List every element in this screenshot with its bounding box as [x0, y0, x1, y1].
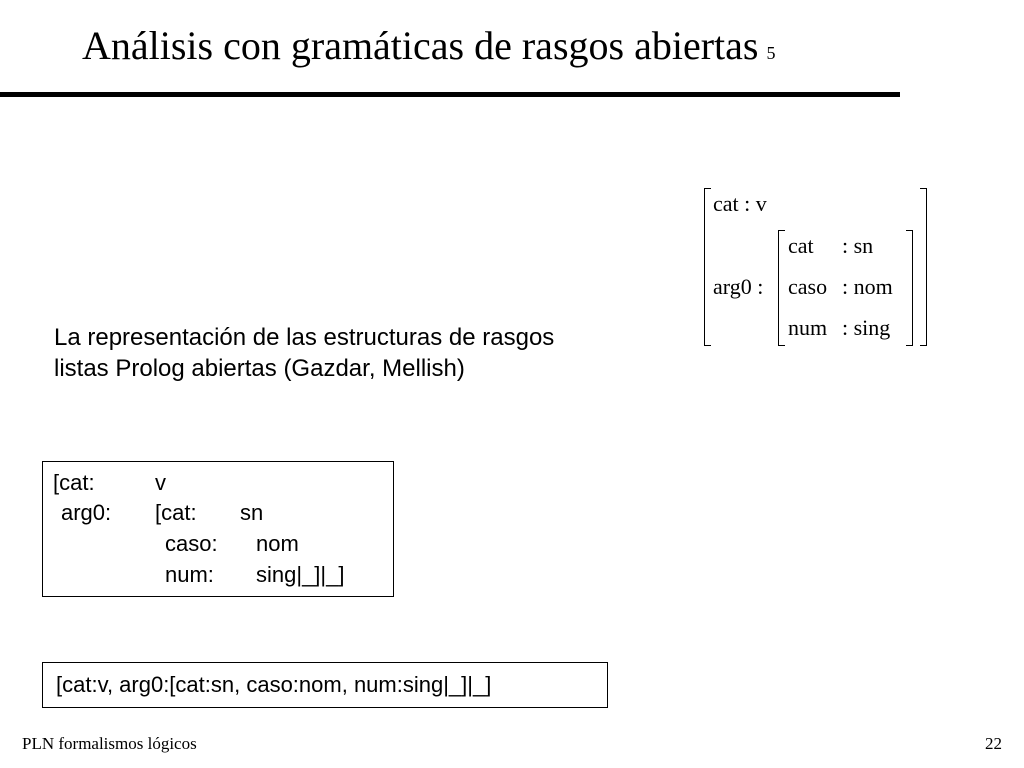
- inner-right-bracket: [906, 230, 913, 346]
- prolog-token: num:: [165, 562, 214, 587]
- prolog-token: sn: [240, 500, 264, 525]
- prolog-token: caso:: [165, 531, 218, 556]
- avm-inner-value: : sn: [842, 233, 874, 258]
- avm-arg0-label: arg0 :: [713, 274, 764, 299]
- title-text: Análisis con gramáticas de rasgos abiertas: [82, 23, 759, 68]
- page-number: 22: [985, 734, 1002, 753]
- avm-cat-v: cat : v: [713, 191, 767, 216]
- avm-inner-feature: num: [788, 315, 828, 340]
- outer-right-bracket: [920, 188, 927, 346]
- inner-left-bracket: [778, 230, 785, 346]
- title-underline: [0, 92, 900, 97]
- prolog-token: nom: [256, 531, 299, 556]
- prolog-list-box: [42, 461, 394, 597]
- prolog-token: sing|_]|_]: [256, 562, 345, 587]
- avm-inner-feature: cat: [788, 233, 814, 258]
- title-number: 5: [766, 43, 776, 63]
- prolog-token: v: [155, 470, 166, 495]
- avm-inner-value: : nom: [842, 274, 893, 299]
- slide-title: [82, 22, 775, 77]
- prolog-token: [cat:: [155, 500, 197, 525]
- description-line: listas Prolog abiertas (Gazdar, Mellish): [54, 355, 465, 382]
- outer-left-bracket: [704, 188, 711, 346]
- prolog-inline-box: [42, 662, 608, 708]
- footer-course-label: PLN formalismos lógicos: [22, 734, 197, 753]
- description-text: [54, 322, 554, 384]
- avm-inner-value: : sing: [842, 315, 891, 340]
- prolog-token: [cat:: [53, 470, 95, 495]
- avm-inner-feature: caso: [788, 274, 828, 299]
- prolog-token: arg0:: [61, 500, 112, 525]
- prolog-inline-text: [cat:v, arg0:[cat:sn, caso:nom, num:sing|_]|_]: [56, 672, 492, 697]
- description-line: La representación de las estructuras de rasgos: [54, 324, 555, 351]
